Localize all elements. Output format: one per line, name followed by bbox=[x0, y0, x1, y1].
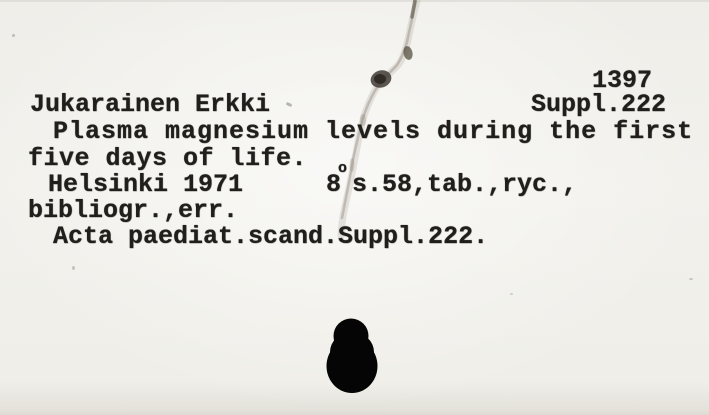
imprint-place-year: Helsinki 1971 bbox=[48, 170, 244, 199]
catalog-number: 1397 bbox=[591, 66, 652, 95]
paper-speck bbox=[72, 266, 75, 270]
title-line-1: Plasma magnesium levels during the first bbox=[53, 117, 694, 146]
imprint-collation: s.58,tab.,ryc., bbox=[352, 170, 578, 199]
paper-speck bbox=[286, 102, 293, 107]
format-superscript: o bbox=[338, 160, 348, 177]
imprint-collation-continuation: bibliogr.,err. bbox=[28, 196, 239, 225]
paper-speck bbox=[12, 34, 15, 37]
paper-speck bbox=[689, 278, 693, 280]
author-name: Jukarainen Erkki bbox=[30, 90, 271, 119]
title-line-2: five days of life. bbox=[28, 144, 308, 173]
paper-speck bbox=[510, 293, 513, 295]
format-number: 8 bbox=[326, 170, 342, 199]
ink-blot bbox=[300, 300, 410, 410]
series-statement: Acta paediat.scand.Suppl.222. bbox=[53, 222, 489, 251]
supplement-ref: Suppl.222 bbox=[530, 90, 666, 119]
